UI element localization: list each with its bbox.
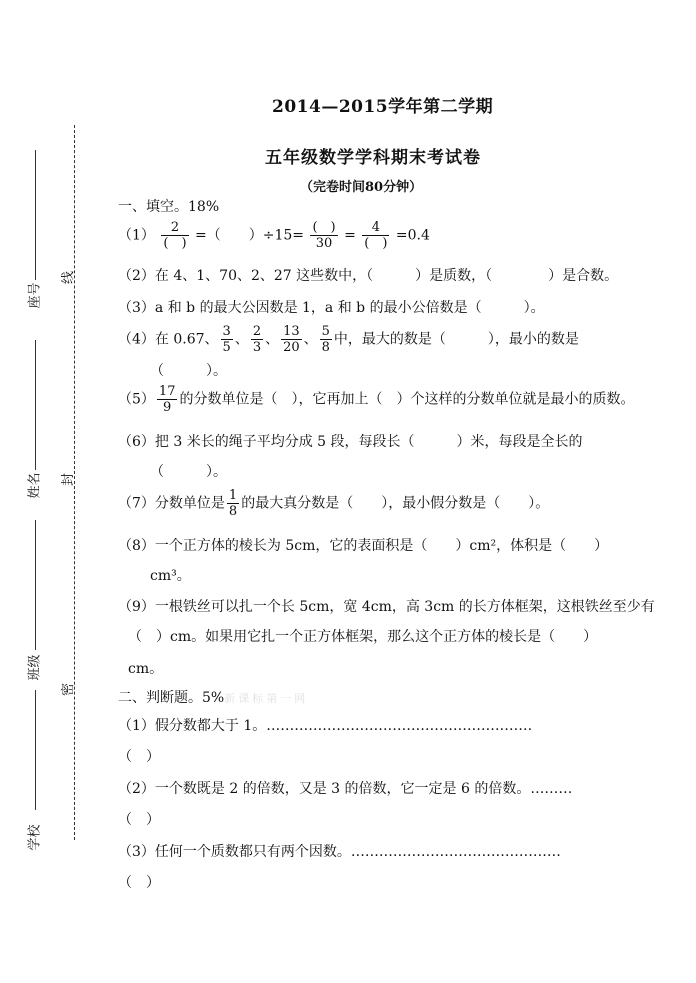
judge-item-2-answer: （ ） [118,812,160,828]
q4-text: （4）在 0.67、 [118,331,219,348]
exam-term-title: 2014—2015学年第二学期 [272,97,494,117]
question-8-line2: cm³。 [150,568,191,584]
seat-fill-line [35,150,36,280]
question-2: （2）在 4、1、70、2、27 这些数中，（ ）是质数，（ ）是合数。 [118,268,619,284]
question-8: （8）一个正方体的棱长为 5cm，它的表面积是（ ）cm²，体积是（ ） [118,538,609,554]
judge-item-2: （2）一个数既是 2 的倍数，又是 3 的倍数，它一定是 6 的倍数。……… [118,781,573,797]
question-9-line2: （ ）cm。如果用它扎一个正方体框架，那么这个正方体的棱长是（ ） [128,629,598,645]
q1-fraction-3: $\frac{4}{( )}$ [364,220,388,251]
seal-char-line: 线 [61,270,77,285]
judge-item-3-answer: （ ） [118,875,160,891]
q4-fraction-4: $\frac{5}{8}$ [321,324,330,355]
question-9-line3: cm。 [128,661,164,677]
question-4: （4）在 0.67、 $\frac{3}{5}$ 、 $\frac{2}{3}$ 、 $\frac{13}{20}$ 、 $\frac{5}{8}$ 中，最大的数是（ ），最小的数是 [118,324,579,355]
q1-fraction-1: $\frac{2}{( )}$ [163,220,187,251]
q4-tail: 中，最大的数是（ ），最小的数是 [333,331,579,348]
judge-item-1-answer: （ ） [118,749,160,765]
school-fill-line [35,690,36,810]
class-fill-line [35,520,36,650]
q1-fraction-2: $\frac{( )}{30}$ [312,220,336,251]
question-6: （6）把 3 米长的绳子平均分成 5 段，每段长（ ）米，每段是全长的 [118,434,583,450]
question-7: （7）分数单位是 $\frac{1}{8}$ 的最大真分数是（ ），最小假分数是（ ）。 [118,488,550,519]
class-label: 班级 [27,654,43,681]
seal-char-seal: 封 [61,472,77,487]
q7-fraction: $\frac{1}{8}$ [228,488,238,519]
judge-item-1: （1）假分数都大于 1。………………………………………………… [118,718,533,734]
q1-tail: =0.4 [395,227,430,244]
q4-fraction-2: $\frac{2}{3}$ [252,324,262,355]
section1-heading: 一、填空。18% [118,199,220,215]
question-1 [118,220,430,260]
exam-title: 五年级数学学科期末考试卷 [265,148,481,168]
question-6-line2: （ ）。 [150,464,227,480]
q5-tail: 的分数单位是（ ），它再加上（ ）个这样的分数单位就是最小的质数。 [179,391,635,408]
judge-item-3: （3）任何一个质数都只有两个因数。……………………………………… [118,844,561,860]
seat-label: 座号 [27,282,43,309]
watermark-text: 新课标第一网 [224,692,309,705]
question-3: （3）a 和 b 的最大公因数是 1，a 和 b 的最小公倍数是（ ）。 [118,300,545,316]
name-fill-line [35,340,36,470]
question-4-line2: （ ）。 [150,363,227,379]
q1-text: =（ ）÷15= [194,227,304,244]
q7-tail: 的最大真分数是（ ），最小假分数是（ ）。 [241,495,550,512]
q1-number: （1） [118,227,155,244]
section2-heading: 二、判断题。5%新课标第一网 [118,690,309,706]
q4-fraction-3: $\frac{13}{20}$ [283,324,300,355]
name-label: 姓名 [27,472,43,499]
q5-fraction: $\frac{17}{9}$ [158,384,176,415]
question-5: （5） $\frac{17}{9}$ 的分数单位是（ ），它再加上（ ）个这样的分数单位就是最小的质数。 [118,384,635,415]
school-label: 学校 [27,824,43,851]
q1-equals: = [344,227,356,244]
question-9: （9）一根铁丝可以扎一个长 5cm，宽 4cm，高 3cm 的长方体框架，这根铁丝至少有 [118,599,655,615]
q4-fraction-1: $\frac{3}{5}$ [222,324,231,355]
exam-duration: （完卷时间80分钟） [300,180,423,195]
seal-char-secret: 密 [61,682,77,697]
